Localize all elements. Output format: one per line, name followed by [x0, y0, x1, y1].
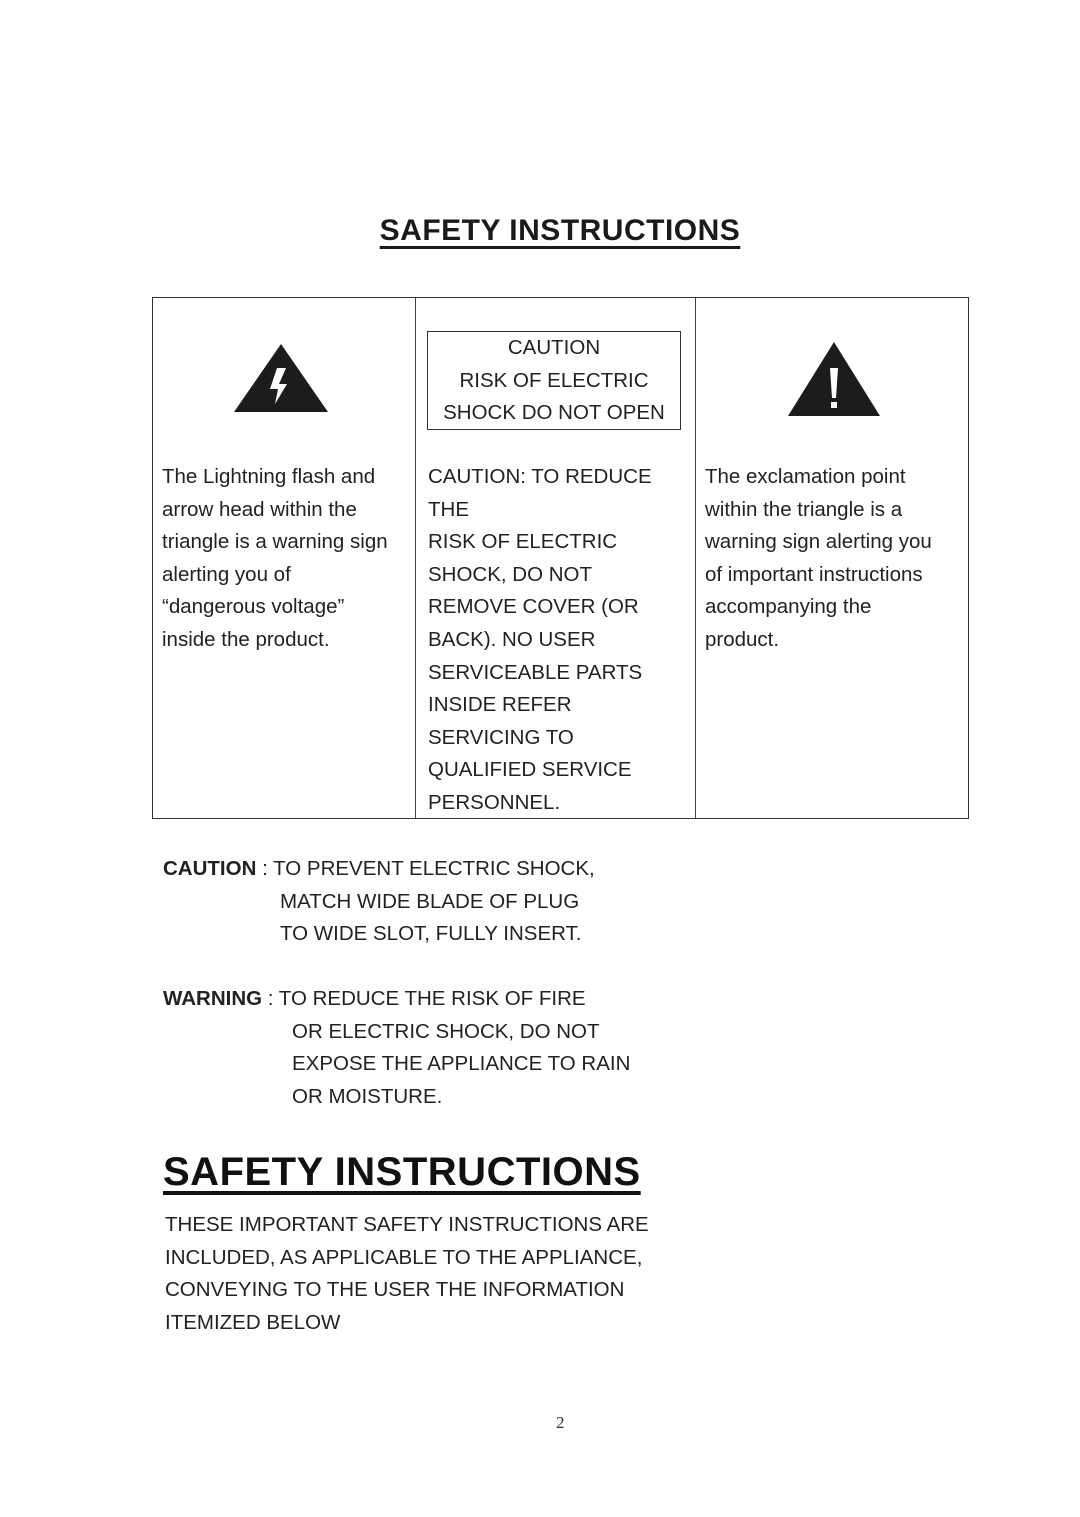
caution-notice: CAUTION : TO PREVENT ELECTRIC SHOCK, MATCH WIDE BLADE OF PLUG TO WIDE SLOT, FULLY INSERT.: [163, 853, 763, 951]
notice-line: OR ELECTRIC SHOCK, DO NOT: [292, 1019, 600, 1043]
caution-line: BACK). NO USER: [428, 627, 596, 651]
intro-line: CONVEYING TO THE USER THE INFORMATION: [165, 1278, 625, 1302]
description-line: “dangerous voltage”: [162, 595, 345, 619]
description-line: product.: [705, 627, 780, 651]
notice-label: WARNING: [163, 987, 263, 1010]
caution-line: REMOVE COVER (OR: [428, 595, 639, 619]
notice-line: OR MOISTURE.: [292, 1084, 443, 1108]
exclamation-description: [705, 461, 967, 657]
page-number: 2: [556, 1413, 565, 1432]
caution-line: PERSONNEL.: [428, 790, 561, 814]
caution-line: RISK OF ELECTRIC: [428, 530, 618, 554]
description-line: The exclamation point: [705, 465, 906, 488]
notice-line: TO PREVENT ELECTRIC SHOCK,: [273, 857, 595, 880]
description-line: accompanying the: [705, 595, 872, 619]
description-line: of important instructions: [705, 562, 923, 586]
description-line: arrow head within the: [162, 497, 357, 521]
description-line: inside the product.: [162, 627, 330, 651]
description-line: within the triangle is a: [705, 497, 903, 521]
exclamation-warning-triangle-icon: [787, 340, 881, 418]
caution-text: [428, 461, 693, 820]
caution-label-box: [427, 331, 681, 430]
caution-line: SERVICING TO: [428, 725, 574, 749]
caution-line: SERVICEABLE PARTS: [428, 660, 643, 684]
table-divider: [695, 298, 696, 818]
section-title: SAFETY INSTRUCTIONS: [163, 1150, 641, 1194]
intro-line: ITEMIZED BELOW: [165, 1310, 341, 1334]
caution-label-line: SHOCK DO NOT OPEN: [443, 401, 665, 424]
page-title: SAFETY INSTRUCTIONS: [379, 214, 741, 247]
intro-line: THESE IMPORTANT SAFETY INSTRUCTIONS ARE: [165, 1213, 649, 1236]
notice-line: TO WIDE SLOT, FULLY INSERT.: [280, 922, 582, 945]
lightning-warning-triangle-icon: [233, 342, 329, 414]
notice-line: TO REDUCE THE RISK OF FIRE: [278, 987, 586, 1010]
intro-line: INCLUDED, AS APPLICABLE TO THE APPLIANCE,: [165, 1245, 643, 1269]
lightning-description: [162, 461, 412, 657]
description-line: alerting you of: [162, 562, 291, 586]
intro-text: [165, 1209, 865, 1339]
caution-line: CAUTION: TO REDUCE: [428, 465, 652, 488]
caution-line: INSIDE REFER: [428, 693, 572, 717]
notice-line: EXPOSE THE APPLIANCE TO RAIN: [292, 1052, 631, 1075]
description-line: warning sign alerting you: [705, 530, 932, 554]
table-divider: [415, 298, 416, 818]
caution-line: SHOCK, DO NOT: [428, 562, 593, 586]
notice-label: CAUTION: [163, 857, 257, 880]
caution-line: QUALIFIED SERVICE: [428, 758, 632, 782]
caution-label-line: RISK OF ELECTRIC: [459, 368, 649, 392]
notice-line: MATCH WIDE BLADE OF PLUG: [280, 889, 580, 913]
description-line: triangle is a warning sign: [162, 530, 388, 554]
warning-notice: WARNING : TO REDUCE THE RISK OF FIRE OR ELECTRIC SHOCK, DO NOT EXPOSE THE APPLIANCE TO RAIN OR MOISTURE.: [163, 983, 763, 1113]
caution-label-line: CAUTION: [507, 336, 601, 359]
description-line: The Lightning flash and: [162, 465, 376, 488]
caution-line: THE: [428, 497, 469, 521]
